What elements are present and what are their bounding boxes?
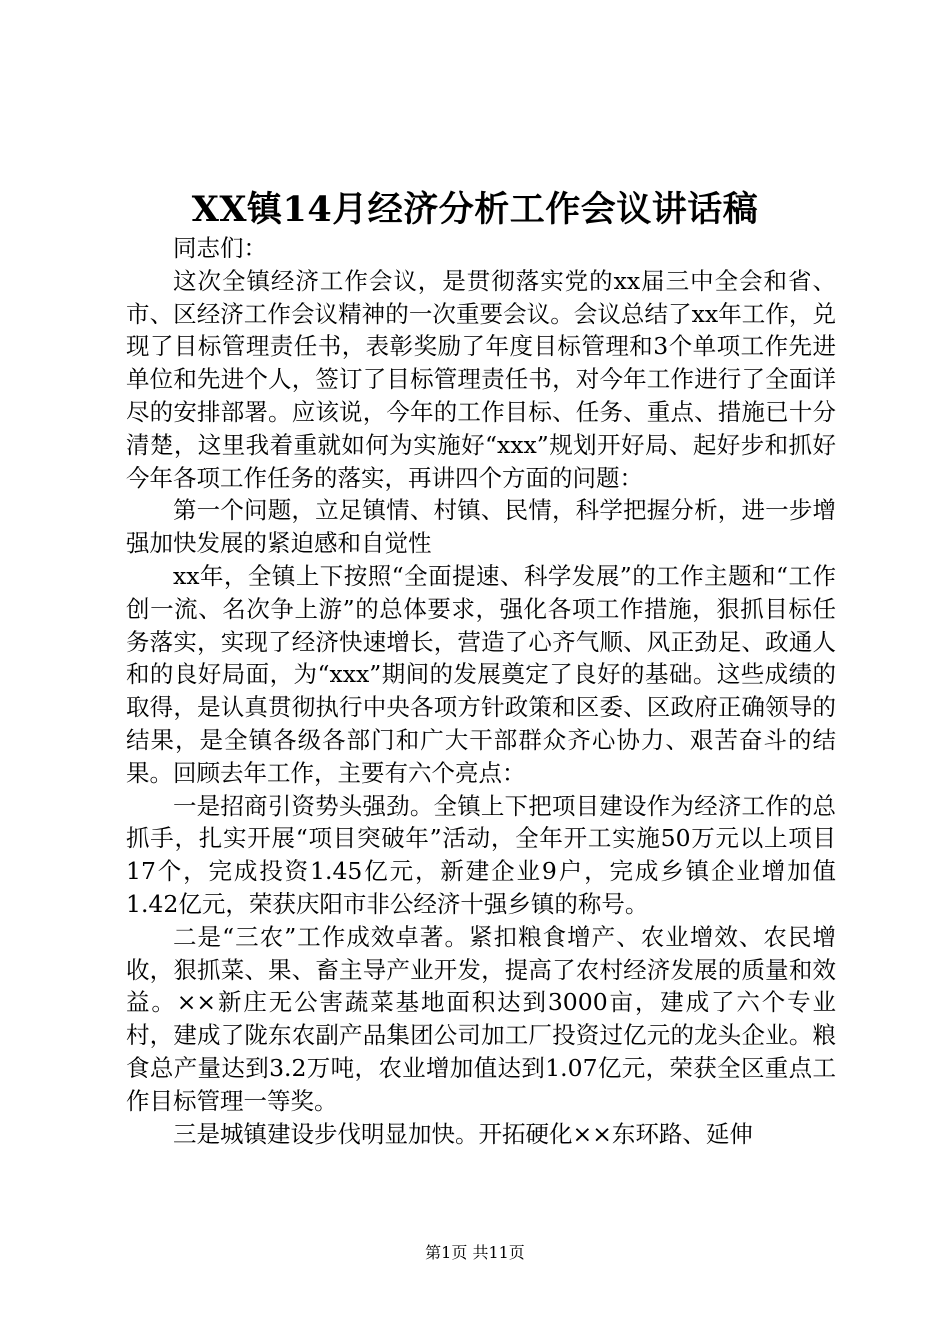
salutation-paragraph: 同志们：	[173, 234, 267, 262]
page-number-footer: 第1页 共11页	[425, 1243, 525, 1262]
document-title: XX镇14月经济分析工作会议讲话稿	[191, 189, 759, 230]
highlight-1-paragraph: 一是招商引资势头强劲。全镇上下把项目建设作为经济工作的总抓手，扎实开展“项目突破年”活动，全年开工实施50万元以上项目17个，完成投资1.45亿元，新建企业9户，完成乡镇企业增加值1.42亿元，荣获庆阳市非公经济十强乡镇的称号。	[126, 791, 836, 918]
highlight-3-paragraph: 三是城镇建设步伐明显加快。开拓硬化××东环路、延伸	[173, 1119, 753, 1148]
intro-paragraph: 这次全镇经济工作会议，是贯彻落实党的xx届三中全会和省、市、区经济工作会议精神的一次重要会议。会议总结了xx年工作，兑现了目标管理责任书，表彰奖励了年度目标管理和3个单项工作先进单位和先进个人，签订了目标管理责任书，对今年工作进行了全面详尽的安排部署。应该说，今年的工作目标、任务、重点、措施已十分清楚，这里我着重就如何为实施好“xxx”规划开好局、起好步和抓好今年各项工作任务的落实，再讲四个方面的问题：	[126, 266, 836, 492]
document-body	[126, 232, 836, 1150]
section-heading-paragraph: 第一个问题，立足镇情、村镇、民情，科学把握分析，进一步增强加快发展的紧迫感和自觉性	[126, 496, 836, 558]
highlight-2-paragraph: 二是“三农”工作成效卓著。紧扣粮食增产、农业增效、农民增收，狠抓菜、果、畜主导产业开发，提高了农村经济发展的质量和效益。××新庄无公害蔬菜基地面积达到3000亩，建成了六个专业村，建成了陇东农副产品集团公司加工厂投资过亿元的龙头企业。粮食总产量达到3.2万吨，农业增加值达到1.07亿元，荣获全区重点工作目标管理一等奖。	[126, 922, 836, 1115]
review-paragraph: xx年，全镇上下按照“全面提速、科学发展”的工作主题和“工作创一流、名次争上游”的总体要求，强化各项工作措施，狠抓目标任务落实，实现了经济快速增长，营造了心齐气顺、风正劲足、政通人和的良好局面，为“xxx”期间的发展奠定了良好的基础。这些成绩的取得，是认真贯彻执行中央各项方针政策和区委、区政府正确领导的结果，是全镇各级各部门和广大干部群众齐心协力、艰苦奋斗的结果。回顾去年工作，主要有六个亮点：	[126, 561, 836, 787]
